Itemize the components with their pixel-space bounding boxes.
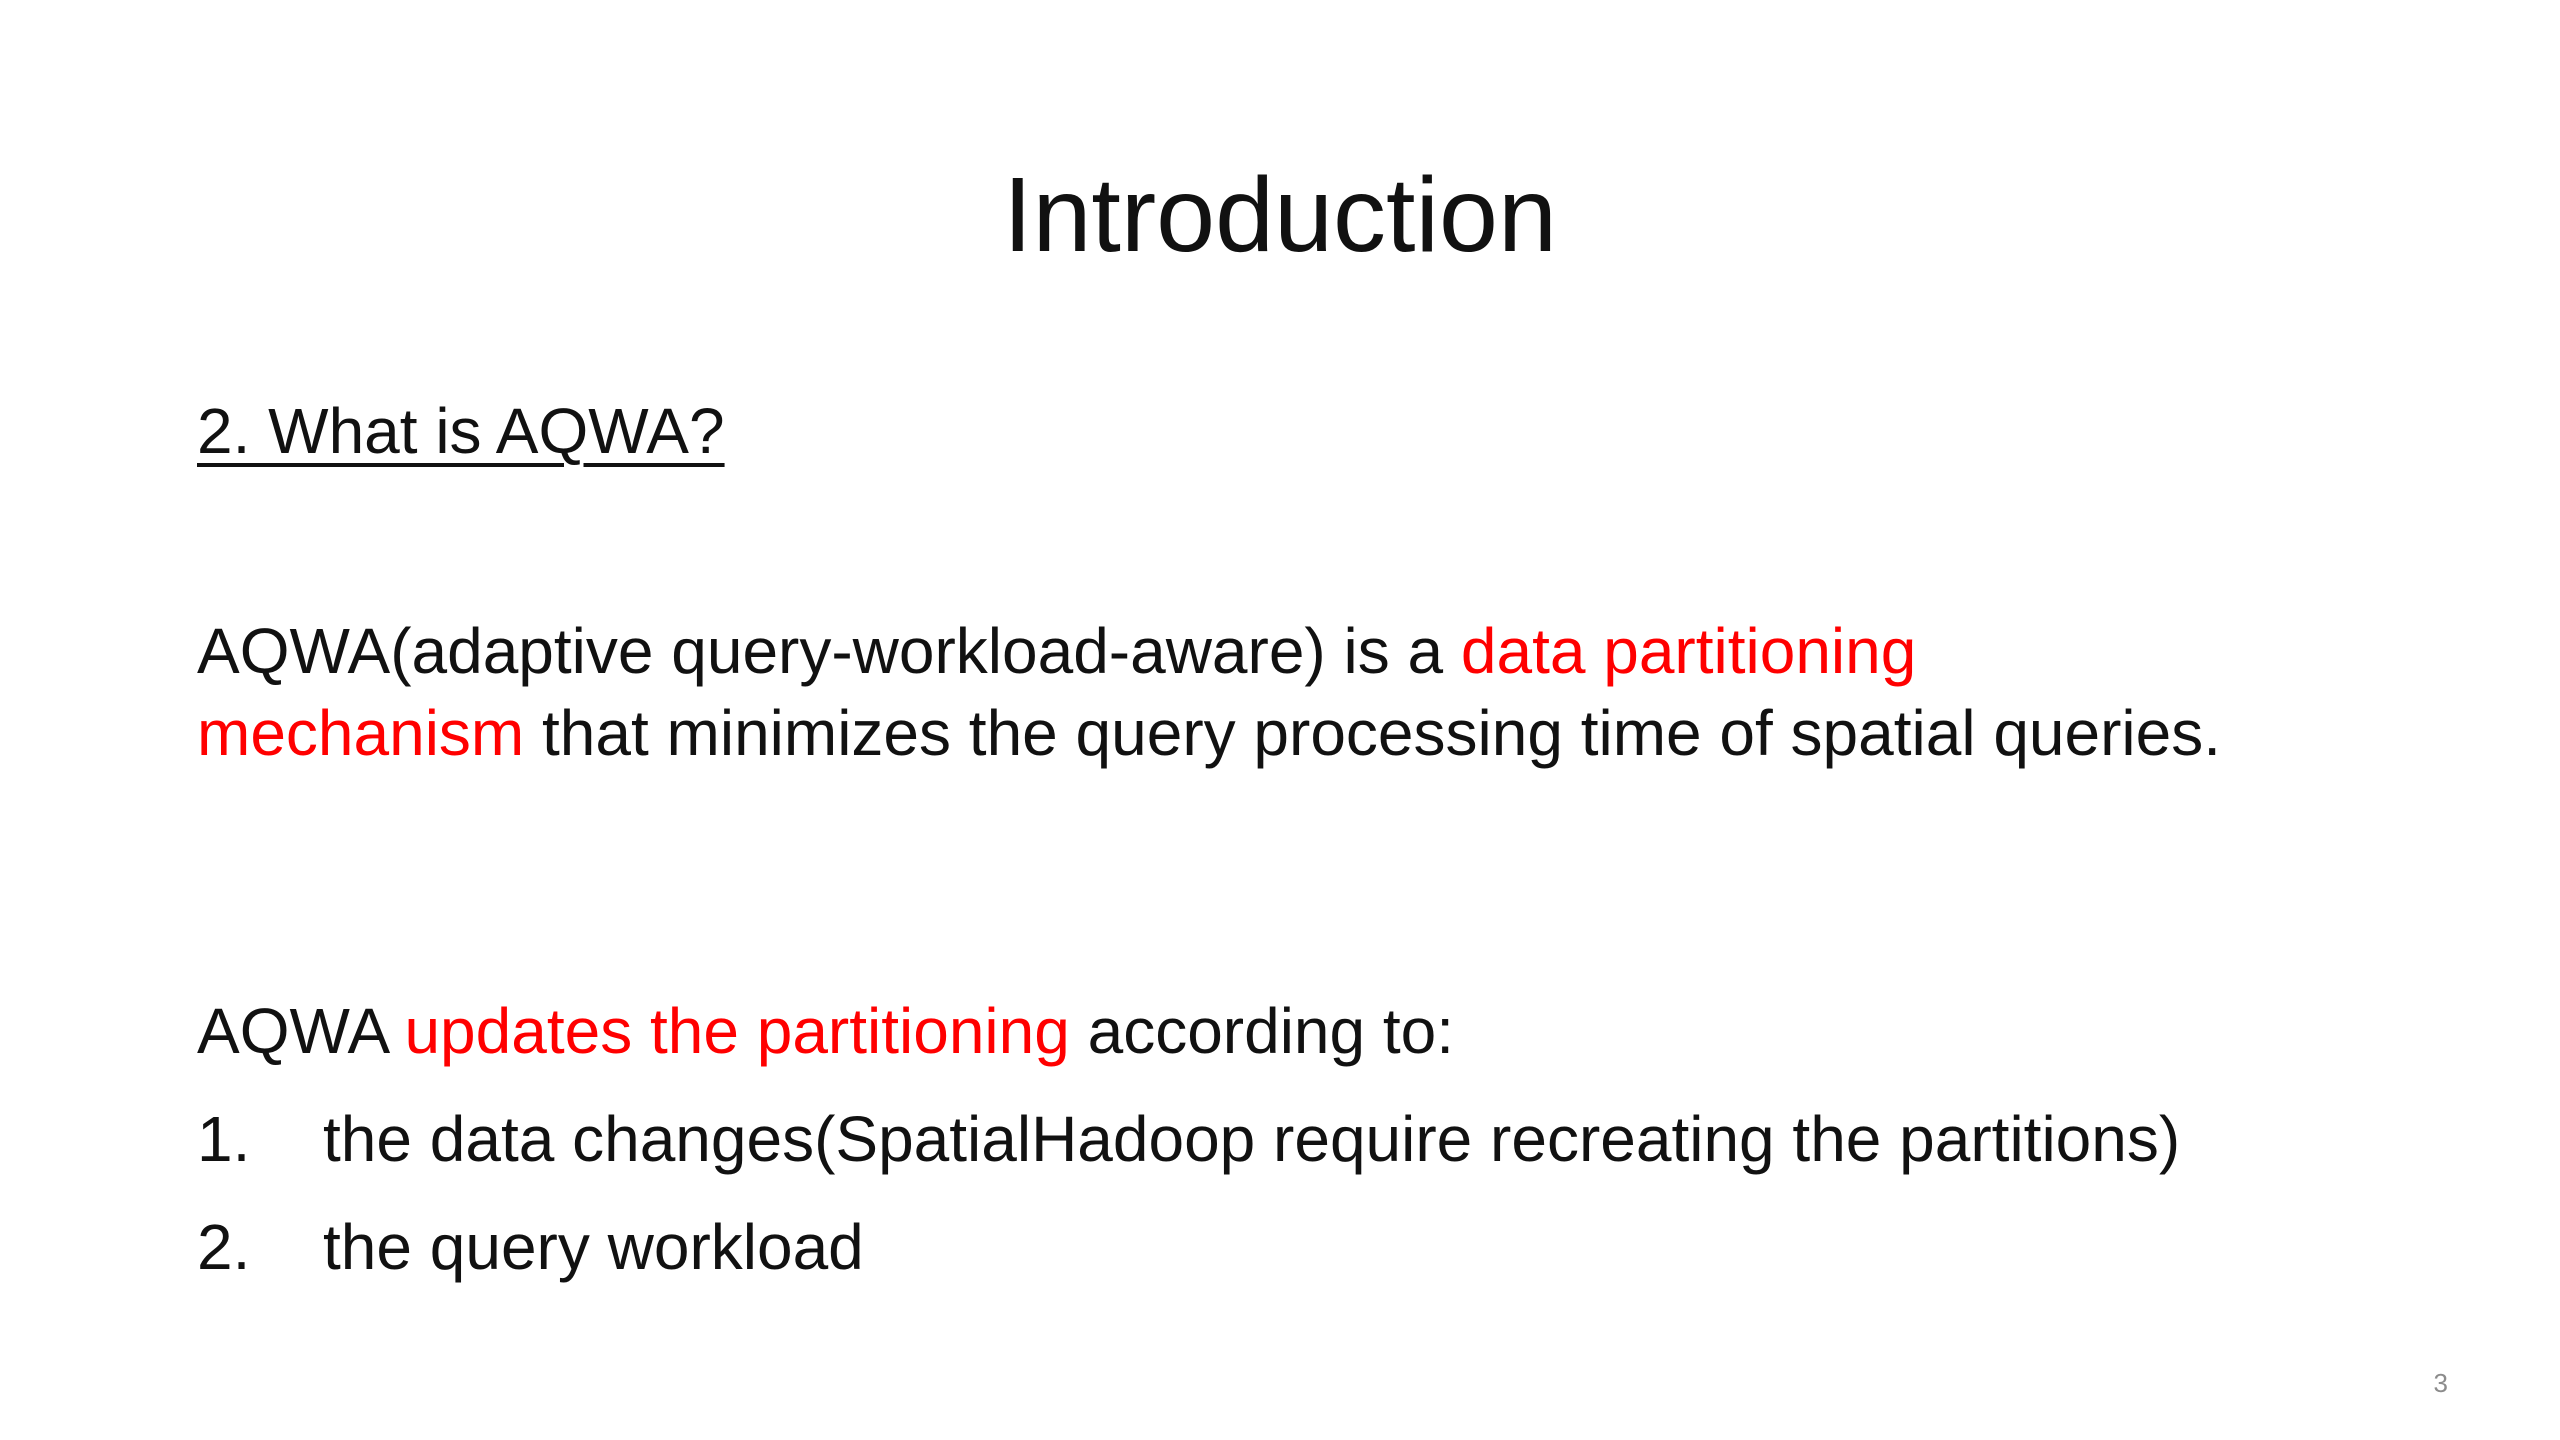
list-item-text: the query workload [323, 1211, 864, 1283]
slide-title: Introduction [1003, 156, 1557, 274]
update-criteria-list [197, 1098, 2180, 1314]
list-item [197, 1206, 2180, 1288]
list-item-number: 2. [197, 1211, 251, 1283]
update-text-start: AQWA [197, 995, 405, 1067]
definition-text-start: AQWA(adaptive query-workload-aware) is a [197, 615, 1461, 687]
list-item [197, 1098, 2180, 1180]
definition-text-end: that minimizes the query processing time of spatial queries. [524, 697, 2221, 769]
update-highlight: updates the partitioning [404, 995, 1070, 1067]
list-item-number: 1. [197, 1103, 251, 1175]
section-heading: 2. What is AQWA? [197, 395, 725, 467]
update-paragraph [197, 990, 2397, 1072]
definition-highlight: data partitioning mechanism [197, 615, 1917, 769]
update-text-end: according to: [1069, 995, 1455, 1067]
definition-paragraph [197, 610, 2247, 774]
list-item-text: the data changes(SpatialHadoop require recreating the partitions) [323, 1103, 2181, 1175]
page-number: 3 [2433, 1368, 2448, 1398]
